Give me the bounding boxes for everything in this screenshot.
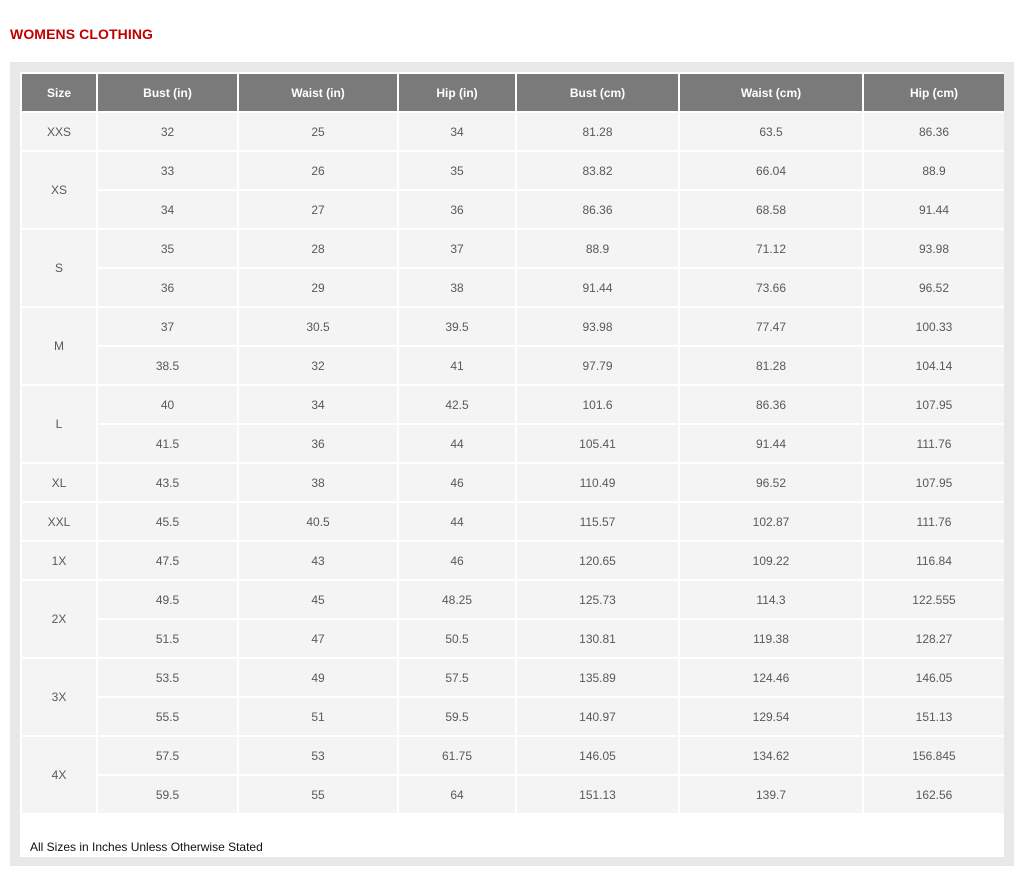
size-cell: 1X (22, 542, 96, 579)
bust-cm-cell: 101.6 (517, 386, 678, 423)
waist-cm-cell: 68.58 (680, 191, 862, 228)
bust-cm-cell: 140.97 (517, 698, 678, 735)
bust-cm-cell: 83.82 (517, 152, 678, 189)
hip-in-cell: 41 (399, 347, 515, 384)
hip-in-cell: 50.5 (399, 620, 515, 657)
waist-in-cell: 55 (239, 776, 397, 813)
hip-cm-cell: 122.555 (864, 581, 1004, 618)
waist-in-cell: 28 (239, 230, 397, 267)
hip-cm-cell: 100.33 (864, 308, 1004, 345)
hip-cm-cell: 111.76 (864, 503, 1004, 540)
bust-in-cell: 35 (98, 230, 237, 267)
bust-cm-cell: 81.28 (517, 113, 678, 150)
header-size: Size (22, 74, 96, 111)
hip-cm-cell: 104.14 (864, 347, 1004, 384)
waist-cm-cell: 91.44 (680, 425, 862, 462)
table-row (22, 503, 1004, 540)
table-row (22, 113, 1004, 150)
hip-cm-cell: 116.84 (864, 542, 1004, 579)
hip-in-cell: 64 (399, 776, 515, 813)
bust-cm-cell: 91.44 (517, 269, 678, 306)
table-row (22, 269, 1004, 306)
table-row (22, 386, 1004, 423)
header-waist-in: Waist (in) (239, 74, 397, 111)
hip-in-cell: 42.5 (399, 386, 515, 423)
table-row (22, 659, 1004, 696)
bust-cm-cell: 125.73 (517, 581, 678, 618)
table-body (22, 113, 1004, 813)
bust-cm-cell: 115.57 (517, 503, 678, 540)
size-cell: L (22, 386, 96, 462)
bust-cm-cell: 88.9 (517, 230, 678, 267)
header-waist-cm: Waist (cm) (680, 74, 862, 111)
hip-in-cell: 59.5 (399, 698, 515, 735)
table-row (22, 737, 1004, 774)
waist-cm-cell: 71.12 (680, 230, 862, 267)
table-row (22, 425, 1004, 462)
bust-cm-cell: 110.49 (517, 464, 678, 501)
page-title: WOMENS CLOTHING (10, 26, 154, 42)
hip-cm-cell: 151.13 (864, 698, 1004, 735)
waist-cm-cell: 124.46 (680, 659, 862, 696)
bust-cm-cell: 151.13 (517, 776, 678, 813)
hip-in-cell: 35 (399, 152, 515, 189)
hip-cm-cell: 107.95 (864, 386, 1004, 423)
waist-in-cell: 36 (239, 425, 397, 462)
size-cell: XL (22, 464, 96, 501)
table-row (22, 464, 1004, 501)
size-cell: S (22, 230, 96, 306)
hip-in-cell: 57.5 (399, 659, 515, 696)
table-row (22, 347, 1004, 384)
size-cell: 2X (22, 581, 96, 657)
bust-in-cell: 45.5 (98, 503, 237, 540)
waist-cm-cell: 119.38 (680, 620, 862, 657)
bust-cm-cell: 105.41 (517, 425, 678, 462)
bust-cm-cell: 93.98 (517, 308, 678, 345)
hip-in-cell: 36 (399, 191, 515, 228)
hip-in-cell: 46 (399, 464, 515, 501)
header-hip-in: Hip (in) (399, 74, 515, 111)
waist-cm-cell: 129.54 (680, 698, 862, 735)
bust-cm-cell: 130.81 (517, 620, 678, 657)
bust-cm-cell: 97.79 (517, 347, 678, 384)
table-row (22, 581, 1004, 618)
header-bust-cm: Bust (cm) (517, 74, 678, 111)
table-row (22, 152, 1004, 189)
hip-cm-cell: 86.36 (864, 113, 1004, 150)
hip-in-cell: 44 (399, 503, 515, 540)
waist-cm-cell: 109.22 (680, 542, 862, 579)
hip-cm-cell: 111.76 (864, 425, 1004, 462)
hip-in-cell: 44 (399, 425, 515, 462)
bust-in-cell: 38.5 (98, 347, 237, 384)
bust-cm-cell: 146.05 (517, 737, 678, 774)
waist-in-cell: 30.5 (239, 308, 397, 345)
waist-cm-cell: 77.47 (680, 308, 862, 345)
waist-in-cell: 51 (239, 698, 397, 735)
bust-cm-cell: 120.65 (517, 542, 678, 579)
header-row (22, 74, 1004, 111)
waist-in-cell: 27 (239, 191, 397, 228)
bust-cm-cell: 135.89 (517, 659, 678, 696)
waist-cm-cell: 114.3 (680, 581, 862, 618)
bust-in-cell: 41.5 (98, 425, 237, 462)
waist-in-cell: 49 (239, 659, 397, 696)
waist-cm-cell: 134.62 (680, 737, 862, 774)
hip-cm-cell: 128.27 (864, 620, 1004, 657)
bust-in-cell: 32 (98, 113, 237, 150)
bust-in-cell: 49.5 (98, 581, 237, 618)
waist-cm-cell: 66.04 (680, 152, 862, 189)
waist-cm-cell: 96.52 (680, 464, 862, 501)
waist-in-cell: 47 (239, 620, 397, 657)
size-cell: XXL (22, 503, 96, 540)
hip-in-cell: 46 (399, 542, 515, 579)
hip-in-cell: 38 (399, 269, 515, 306)
table-header (22, 74, 1004, 111)
table-row (22, 191, 1004, 228)
table-row (22, 308, 1004, 345)
header-bust-in: Bust (in) (98, 74, 237, 111)
waist-in-cell: 43 (239, 542, 397, 579)
size-chart-inner (20, 72, 1004, 857)
waist-in-cell: 40.5 (239, 503, 397, 540)
hip-cm-cell: 146.05 (864, 659, 1004, 696)
hip-in-cell: 61.75 (399, 737, 515, 774)
waist-in-cell: 32 (239, 347, 397, 384)
waist-in-cell: 45 (239, 581, 397, 618)
table-row (22, 776, 1004, 813)
size-cell: XXS (22, 113, 96, 150)
bust-in-cell: 51.5 (98, 620, 237, 657)
header-hip-cm: Hip (cm) (864, 74, 1004, 111)
hip-cm-cell: 107.95 (864, 464, 1004, 501)
hip-cm-cell: 88.9 (864, 152, 1004, 189)
table-row (22, 542, 1004, 579)
waist-cm-cell: 102.87 (680, 503, 862, 540)
size-cell: XS (22, 152, 96, 228)
size-chart-table (20, 72, 1006, 815)
bust-in-cell: 59.5 (98, 776, 237, 813)
hip-cm-cell: 162.56 (864, 776, 1004, 813)
bust-in-cell: 40 (98, 386, 237, 423)
hip-cm-cell: 96.52 (864, 269, 1004, 306)
bust-cm-cell: 86.36 (517, 191, 678, 228)
table-row (22, 230, 1004, 267)
bust-in-cell: 33 (98, 152, 237, 189)
hip-in-cell: 37 (399, 230, 515, 267)
bust-in-cell: 55.5 (98, 698, 237, 735)
waist-in-cell: 29 (239, 269, 397, 306)
bust-in-cell: 37 (98, 308, 237, 345)
hip-in-cell: 39.5 (399, 308, 515, 345)
waist-cm-cell: 81.28 (680, 347, 862, 384)
waist-in-cell: 53 (239, 737, 397, 774)
size-chart-panel (10, 62, 1014, 866)
waist-in-cell: 25 (239, 113, 397, 150)
size-cell: M (22, 308, 96, 384)
hip-in-cell: 48.25 (399, 581, 515, 618)
table-row (22, 620, 1004, 657)
waist-cm-cell: 63.5 (680, 113, 862, 150)
waist-in-cell: 26 (239, 152, 397, 189)
bust-in-cell: 34 (98, 191, 237, 228)
bust-in-cell: 57.5 (98, 737, 237, 774)
waist-cm-cell: 73.66 (680, 269, 862, 306)
bust-in-cell: 43.5 (98, 464, 237, 501)
size-cell: 3X (22, 659, 96, 735)
hip-in-cell: 34 (399, 113, 515, 150)
hip-cm-cell: 91.44 (864, 191, 1004, 228)
bust-in-cell: 47.5 (98, 542, 237, 579)
waist-cm-cell: 86.36 (680, 386, 862, 423)
footnote: All Sizes in Inches Unless Otherwise Stated (30, 840, 263, 854)
bust-in-cell: 36 (98, 269, 237, 306)
hip-cm-cell: 93.98 (864, 230, 1004, 267)
waist-in-cell: 34 (239, 386, 397, 423)
hip-cm-cell: 156.845 (864, 737, 1004, 774)
waist-in-cell: 38 (239, 464, 397, 501)
size-cell: 4X (22, 737, 96, 813)
table-row (22, 698, 1004, 735)
waist-cm-cell: 139.7 (680, 776, 862, 813)
bust-in-cell: 53.5 (98, 659, 237, 696)
